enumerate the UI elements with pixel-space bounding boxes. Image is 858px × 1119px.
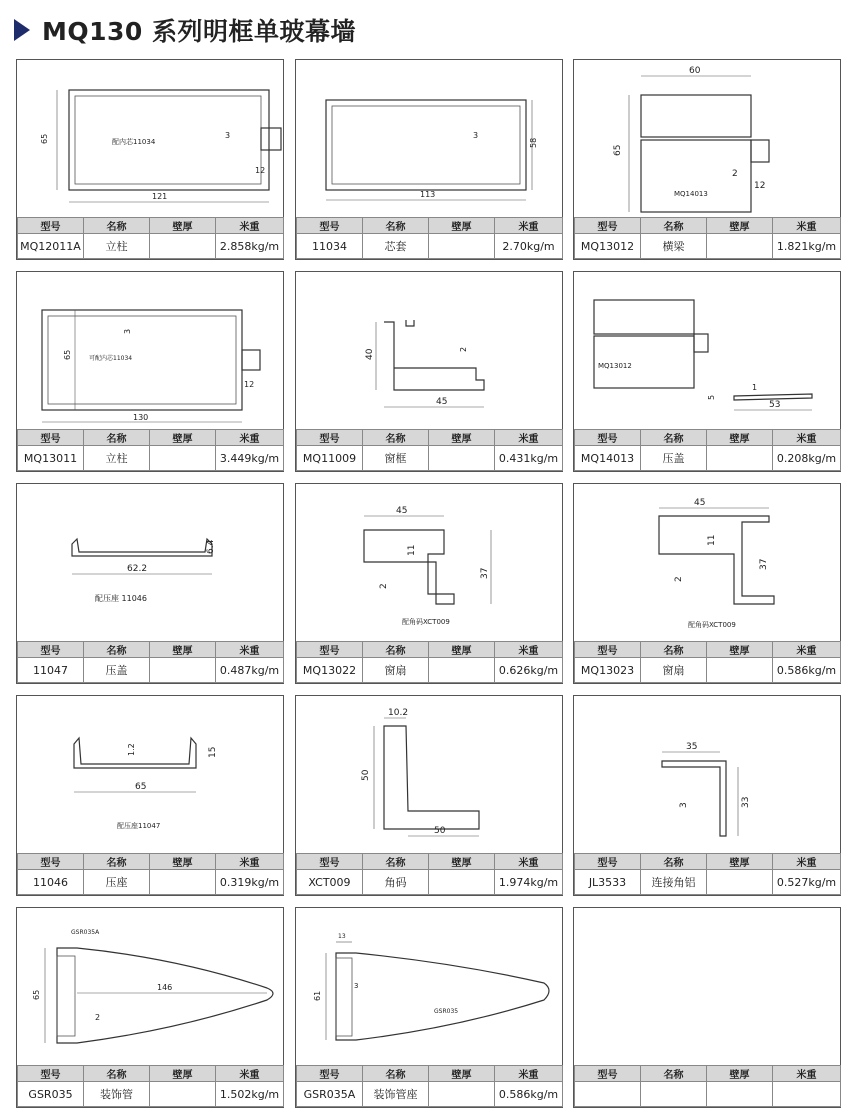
dim-label: 2: [459, 346, 468, 352]
header-model: 型号: [18, 1066, 84, 1082]
dim-label: 113: [420, 190, 436, 199]
dim-label: 3: [123, 328, 132, 334]
dim-label: 37: [480, 567, 490, 579]
dim-label: 65: [40, 133, 49, 144]
name-cell: 立柱: [84, 446, 150, 471]
profile-drawing: [574, 696, 840, 855]
header-thickness: 壁厚: [429, 854, 495, 870]
thickness-cell: [429, 870, 495, 895]
header-weight: 米重: [773, 430, 841, 446]
dim-label: 45: [396, 506, 408, 516]
profile-drawing: [296, 272, 562, 431]
header-thickness: 壁厚: [150, 430, 216, 446]
profile-note: 配角码XCT009: [402, 618, 450, 626]
profile-note: MQ13012: [598, 362, 632, 370]
profile-drawing: [574, 908, 840, 1067]
weight-cell: 2.70kg/m: [495, 234, 563, 259]
header-weight: 米重: [216, 854, 284, 870]
dim-label: 12: [255, 166, 266, 175]
spec-value-row: [18, 870, 284, 895]
spec-table: [296, 429, 563, 471]
spec-table: [17, 853, 284, 895]
profile-note: 配压座11047: [117, 822, 161, 830]
name-cell: 窗扇: [641, 658, 707, 683]
header-name: 名称: [363, 430, 429, 446]
dim-label: 11: [407, 544, 417, 556]
profile-note: 配角码XCT009: [688, 621, 736, 629]
header-weight: 米重: [773, 218, 841, 234]
profile-cross-section: [574, 908, 840, 1067]
spec-header-row: [575, 1066, 841, 1082]
profile-drawing: [296, 908, 562, 1067]
profile-cross-section: [296, 484, 562, 643]
header-weight: 米重: [216, 218, 284, 234]
name-cell: 立柱: [84, 234, 150, 259]
header-model: 型号: [575, 642, 641, 658]
weight-cell: [773, 1082, 841, 1107]
header-model: 型号: [297, 1066, 363, 1082]
spec-table: [296, 217, 563, 259]
profile-card: [295, 271, 563, 472]
header-name: 名称: [641, 218, 707, 234]
dim-label: 11: [707, 534, 717, 546]
dim-label: 146: [157, 983, 173, 992]
profile-note: 配内芯11034: [112, 138, 156, 146]
profile-drawing: [574, 60, 840, 219]
profile-card: [295, 59, 563, 260]
name-cell: 窗扇: [363, 658, 429, 683]
profile-card: [573, 271, 841, 472]
weight-cell: 3.449kg/m: [216, 446, 284, 471]
model-cell: 11046: [18, 870, 84, 895]
spec-table: [17, 429, 284, 471]
spec-header-row: [297, 642, 563, 658]
spec-value-row: [297, 446, 563, 471]
profile-cross-section: [574, 60, 840, 219]
spec-table: [574, 217, 841, 259]
dim-label: 2: [95, 1013, 101, 1022]
dim-label: 65: [613, 144, 623, 156]
dim-label: 50: [434, 826, 446, 836]
spec-header-row: [297, 854, 563, 870]
model-cell: MQ11009: [297, 446, 363, 471]
spec-header-row: [18, 854, 284, 870]
thickness-cell: [707, 1082, 773, 1107]
dim-label: 60: [689, 66, 701, 76]
profile-cross-section: [17, 696, 283, 855]
profile-cross-section: [17, 60, 283, 219]
dim-label: 58: [529, 137, 538, 148]
spec-value-row: [297, 234, 563, 259]
header-weight: 米重: [495, 1066, 563, 1082]
header-model: 型号: [18, 854, 84, 870]
profile-card: [573, 907, 841, 1108]
spec-table: [574, 853, 841, 895]
header-thickness: 壁厚: [150, 218, 216, 234]
spec-value-row: [575, 870, 841, 895]
dim-label: 1.2: [127, 743, 136, 756]
weight-cell: 0.527kg/m: [773, 870, 841, 895]
header-name: 名称: [363, 218, 429, 234]
header-weight: 米重: [216, 430, 284, 446]
name-cell: 角码: [363, 870, 429, 895]
name-cell: 芯套: [363, 234, 429, 259]
weight-cell: 1.821kg/m: [773, 234, 841, 259]
profile-drawing: [296, 484, 562, 643]
header-weight: 米重: [773, 854, 841, 870]
profile-cross-section: [296, 272, 562, 431]
header-name: 名称: [641, 854, 707, 870]
model-cell: 11034: [297, 234, 363, 259]
dim-label: 33: [741, 796, 751, 808]
page-title: MQ130 系列明框单玻幕墙: [42, 17, 357, 46]
model-cell: GSR035: [18, 1082, 84, 1107]
spec-table: [17, 641, 284, 683]
profile-cross-section: [296, 696, 562, 855]
header-name: 名称: [84, 1066, 150, 1082]
thickness-cell: [707, 234, 773, 259]
thickness-cell: [150, 234, 216, 259]
model-cell: GSR035A: [297, 1082, 363, 1107]
profile-drawing: [574, 272, 840, 431]
model-cell: MQ13023: [575, 658, 641, 683]
spec-value-row: [575, 446, 841, 471]
spec-value-row: [297, 870, 563, 895]
name-cell: 横梁: [641, 234, 707, 259]
spec-value-row: [297, 658, 563, 683]
spec-value-row: [575, 658, 841, 683]
header-name: 名称: [641, 642, 707, 658]
profile-drawing: [17, 484, 283, 643]
profile-cross-section: [17, 484, 283, 643]
spec-value-row: [18, 234, 284, 259]
spec-table: [574, 429, 841, 471]
spec-header-row: [575, 854, 841, 870]
spec-header-row: [575, 642, 841, 658]
header-model: 型号: [297, 218, 363, 234]
model-cell: MQ13022: [297, 658, 363, 683]
spec-value-row: [575, 234, 841, 259]
header-model: 型号: [297, 642, 363, 658]
header-name: 名称: [84, 854, 150, 870]
dim-label: 65: [135, 782, 147, 792]
name-cell: 连接角铝: [641, 870, 707, 895]
header-thickness: 壁厚: [707, 218, 773, 234]
model-cell: MQ12011A: [18, 234, 84, 259]
profile-cross-section: [17, 908, 283, 1067]
header-model: 型号: [575, 218, 641, 234]
weight-cell: 1.502kg/m: [216, 1082, 284, 1107]
dim-label: 53: [769, 400, 781, 410]
dim-label: 3: [473, 131, 479, 140]
thickness-cell: [150, 446, 216, 471]
header-weight: 米重: [216, 642, 284, 658]
profile-card: [16, 483, 284, 684]
spec-header-row: [18, 1066, 284, 1082]
profile-note: GSR035: [434, 1008, 459, 1015]
weight-cell: 2.858kg/m: [216, 234, 284, 259]
spec-header-row: [18, 430, 284, 446]
header-thickness: 壁厚: [707, 430, 773, 446]
dim-label: 121: [152, 192, 168, 201]
dim-label: 3: [354, 982, 359, 990]
profile-note: 配压座 11046: [95, 594, 147, 603]
weight-cell: 0.586kg/m: [495, 1082, 563, 1107]
dim-label: 13: [338, 933, 346, 940]
header-name: 名称: [363, 1066, 429, 1082]
profile-note: 可配内芯11034: [89, 355, 133, 362]
dim-label: 65: [32, 989, 41, 1000]
spec-value-row: [18, 1082, 284, 1107]
header-thickness: 壁厚: [429, 430, 495, 446]
header-thickness: 壁厚: [150, 642, 216, 658]
dim-label: 6.4: [206, 539, 216, 554]
header-model: 型号: [18, 642, 84, 658]
profile-card: [295, 483, 563, 684]
header-weight: 米重: [495, 642, 563, 658]
name-cell: 窗框: [363, 446, 429, 471]
profile-card: [295, 695, 563, 896]
profile-cross-section: [574, 484, 840, 643]
profile-cross-section: [574, 272, 840, 431]
spec-value-row: [297, 1082, 563, 1107]
spec-header-row: [297, 1066, 563, 1082]
thickness-cell: [707, 658, 773, 683]
profile-cross-section: [17, 272, 283, 431]
header-model: 型号: [575, 1066, 641, 1082]
thickness-cell: [429, 234, 495, 259]
thickness-cell: [707, 446, 773, 471]
profile-drawing: [296, 696, 562, 855]
profile-drawing: [296, 60, 562, 219]
spec-header-row: [297, 430, 563, 446]
profile-card: [16, 271, 284, 472]
header-thickness: 壁厚: [707, 642, 773, 658]
header-model: 型号: [18, 218, 84, 234]
header-weight: 米重: [495, 218, 563, 234]
thickness-cell: [150, 658, 216, 683]
header-model: 型号: [575, 430, 641, 446]
thickness-cell: [429, 658, 495, 683]
name-cell: 装饰管: [84, 1082, 150, 1107]
spec-table: [17, 217, 284, 259]
name-cell: 压盖: [641, 446, 707, 471]
dim-label: 3: [679, 802, 689, 808]
header-name: 名称: [363, 854, 429, 870]
thickness-cell: [429, 446, 495, 471]
spec-header-row: [575, 218, 841, 234]
weight-cell: 0.626kg/m: [495, 658, 563, 683]
dim-label: 62.2: [127, 564, 148, 574]
header-name: 名称: [641, 1066, 707, 1082]
weight-cell: 0.586kg/m: [773, 658, 841, 683]
dim-label: 12: [244, 380, 255, 389]
header-weight: 米重: [773, 642, 841, 658]
profile-drawing: [574, 484, 840, 643]
dim-label: 37: [759, 558, 769, 570]
header-thickness: 壁厚: [429, 642, 495, 658]
model-cell: JL3533: [575, 870, 641, 895]
spec-table: [574, 1065, 841, 1107]
header-thickness: 壁厚: [707, 1066, 773, 1082]
spec-table: [17, 1065, 284, 1107]
dim-label: 45: [694, 498, 706, 508]
header-thickness: 壁厚: [150, 1066, 216, 1082]
spec-header-row: [18, 218, 284, 234]
spec-header-row: [575, 430, 841, 446]
weight-cell: 0.208kg/m: [773, 446, 841, 471]
profile-card: [16, 907, 284, 1108]
weight-cell: 0.431kg/m: [495, 446, 563, 471]
spec-table: [296, 1065, 563, 1107]
weight-cell: 1.974kg/m: [495, 870, 563, 895]
header-weight: 米重: [495, 430, 563, 446]
dim-label: 130: [133, 413, 149, 422]
profile-drawing: [17, 908, 283, 1067]
weight-cell: 0.487kg/m: [216, 658, 284, 683]
header-model: 型号: [575, 854, 641, 870]
spec-header-row: [18, 642, 284, 658]
model-cell: MQ13011: [18, 446, 84, 471]
spec-value-row: [575, 1082, 841, 1107]
dim-label: 5: [707, 394, 716, 400]
profile-card: [573, 695, 841, 896]
dim-label: 61: [313, 990, 322, 1001]
header-thickness: 壁厚: [707, 854, 773, 870]
thickness-cell: [150, 870, 216, 895]
header-model: 型号: [18, 430, 84, 446]
name-cell: 装饰管座: [363, 1082, 429, 1107]
dim-label: 15: [208, 746, 218, 758]
spec-value-row: [18, 446, 284, 471]
profile-drawing: [17, 60, 283, 219]
dim-label: 2: [732, 169, 738, 179]
thickness-cell: [150, 1082, 216, 1107]
dim-label: 1: [752, 383, 758, 392]
dim-label: 35: [686, 742, 698, 752]
dim-label: 10.2: [388, 708, 409, 718]
name-cell: 压座: [84, 870, 150, 895]
header-name: 名称: [363, 642, 429, 658]
page-header: [14, 8, 356, 52]
model-cell: MQ14013: [575, 446, 641, 471]
name-cell: 压盖: [84, 658, 150, 683]
profile-note: MQ14013: [674, 190, 708, 198]
spec-value-row: [18, 658, 284, 683]
title-arrow-icon: [14, 19, 30, 41]
spec-header-row: [297, 218, 563, 234]
header-name: 名称: [641, 430, 707, 446]
header-model: 型号: [297, 854, 363, 870]
header-model: 型号: [297, 430, 363, 446]
header-weight: 米重: [495, 854, 563, 870]
dim-label: 2: [674, 576, 684, 582]
profile-cross-section: [574, 696, 840, 855]
thickness-cell: [429, 1082, 495, 1107]
model-cell: MQ13012: [575, 234, 641, 259]
profile-card: [573, 483, 841, 684]
model-cell: [575, 1082, 641, 1107]
model-cell: XCT009: [297, 870, 363, 895]
name-cell: [641, 1082, 707, 1107]
dim-label: 2: [379, 583, 389, 589]
model-cell: 11047: [18, 658, 84, 683]
profile-note: GSR035A: [71, 929, 100, 936]
header-thickness: 壁厚: [150, 854, 216, 870]
profile-card: [16, 59, 284, 260]
profile-cross-section: [296, 60, 562, 219]
header-name: 名称: [84, 642, 150, 658]
header-weight: 米重: [773, 1066, 841, 1082]
profile-card: [573, 59, 841, 260]
header-thickness: 壁厚: [429, 218, 495, 234]
profile-drawing: [17, 272, 283, 431]
profile-card: [16, 695, 284, 896]
spec-table: [296, 853, 563, 895]
profile-card: [295, 907, 563, 1108]
spec-table: [574, 641, 841, 683]
dim-label: 50: [361, 769, 371, 781]
dim-label: 3: [225, 131, 231, 140]
profile-drawing: [17, 696, 283, 855]
dim-label: 45: [436, 397, 448, 407]
header-weight: 米重: [216, 1066, 284, 1082]
profile-cross-section: [296, 908, 562, 1067]
header-thickness: 壁厚: [429, 1066, 495, 1082]
dim-label: 65: [63, 349, 72, 360]
spec-table: [296, 641, 563, 683]
dim-label: 12: [754, 181, 766, 191]
header-name: 名称: [84, 430, 150, 446]
weight-cell: 0.319kg/m: [216, 870, 284, 895]
header-name: 名称: [84, 218, 150, 234]
dim-label: 40: [365, 348, 375, 360]
thickness-cell: [707, 870, 773, 895]
